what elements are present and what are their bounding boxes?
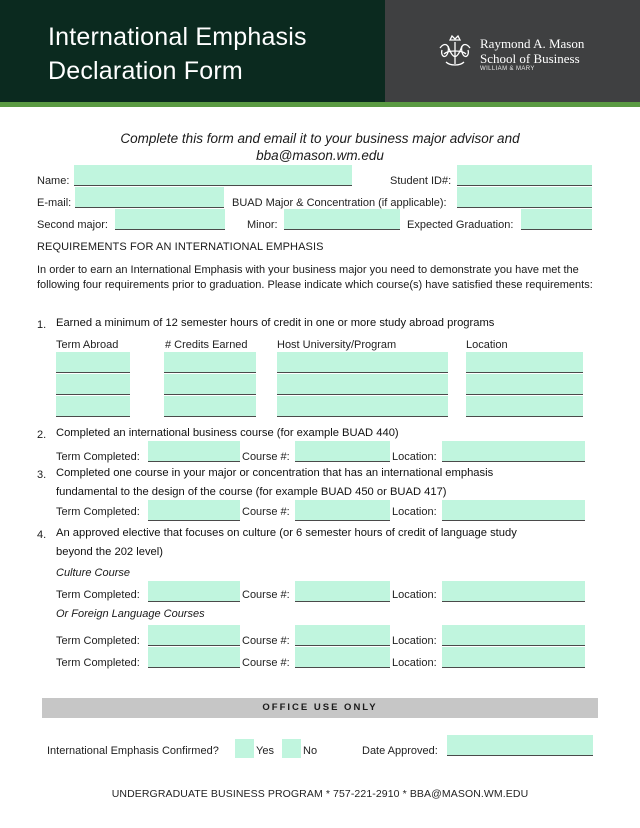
instructions-email: bba@mason.wm.edu [256, 148, 384, 163]
language-1-course-label: Course #: [242, 635, 290, 647]
item-2-course-field[interactable] [295, 441, 390, 462]
location-field-2[interactable] [466, 374, 583, 395]
culture-term-field[interactable] [148, 581, 240, 602]
item-2-course-label: Course #: [242, 451, 290, 463]
item-4-text-line-2: beyond the 202 level) [56, 546, 163, 558]
location-field-3[interactable] [466, 396, 583, 417]
requirements-paragraph: In order to earn an International Emphasis with your business major you need to demonstrate you have met the following four requirements prior to graduation. Please indicate which course(s) have satisfied these requirements: [37, 264, 593, 291]
expected-graduation-label: Expected Graduation: [407, 219, 514, 231]
host-university-field-1[interactable] [277, 352, 448, 373]
column-host-university: Host University/Program [277, 339, 397, 351]
item-3-course-label: Course #: [242, 506, 290, 518]
culture-course-num-label: Course #: [242, 589, 290, 601]
item-1-text: Earned a minimum of 12 semester hours of credit in one or more study abroad programs [56, 317, 495, 329]
language-1-term-label: Term Completed: [56, 635, 140, 647]
confirmed-no-label: No [303, 745, 318, 757]
title-line-2: Declaration Form [48, 57, 243, 85]
student-id-label: Student ID#: [390, 175, 452, 187]
date-approved-field[interactable] [447, 735, 593, 756]
item-2-text: Completed an international business course (for example BUAD 440) [56, 427, 399, 439]
date-approved-label: Date Approved: [362, 745, 438, 757]
item-2-number: 2. [37, 429, 47, 441]
language-1-term-field[interactable] [148, 625, 240, 646]
item-3-text-line-2: fundamental to the design of the course (for example BUAD 450 or BUAD 417) [56, 486, 447, 498]
item-2-location-field[interactable] [442, 441, 585, 462]
requirements-heading: REQUIREMENTS FOR AN INTERNATIONAL EMPHASIS [37, 241, 324, 253]
confirmed-no-checkbox[interactable] [282, 739, 301, 758]
brand-name-line-2: School of Business [480, 51, 580, 66]
second-major-field[interactable] [115, 209, 225, 230]
item-2-term-field[interactable] [148, 441, 240, 462]
second-major-label: Second major: [37, 219, 108, 231]
column-credits-earned: # Credits Earned [165, 339, 248, 351]
culture-course-label: Culture Course [56, 567, 130, 579]
culture-location-label: Location: [392, 589, 437, 601]
item-3-number: 3. [37, 469, 47, 481]
item-2-term-label: Term Completed: [56, 451, 140, 463]
item-3-term-field[interactable] [148, 500, 240, 521]
buad-major-field[interactable] [457, 187, 592, 208]
cypher-crest-icon [436, 34, 474, 68]
language-courses-label: Or Foreign Language Courses [56, 608, 205, 620]
culture-course-num-field[interactable] [295, 581, 390, 602]
language-2-course-label: Course #: [242, 657, 290, 669]
language-2-term-field[interactable] [148, 647, 240, 668]
name-label: Name: [37, 175, 70, 187]
credits-field-3[interactable] [164, 396, 256, 417]
buad-major-label: BUAD Major & Concentration (if applicable): [232, 197, 447, 209]
minor-label: Minor: [247, 219, 278, 231]
name-field[interactable] [74, 165, 352, 186]
item-3-location-label: Location: [392, 506, 437, 518]
form-instructions [60, 130, 580, 164]
title-line-1: International Emphasis [48, 23, 307, 51]
column-term-abroad: Term Abroad [56, 339, 119, 351]
credits-field-1[interactable] [164, 352, 256, 373]
host-university-field-3[interactable] [277, 396, 448, 417]
instructions-line-1: Complete this form and email it to your business major advisor and [120, 131, 520, 146]
item-1-number: 1. [37, 319, 47, 331]
item-3-location-field[interactable] [442, 500, 585, 521]
language-2-location-label: Location: [392, 657, 437, 669]
language-2-term-label: Term Completed: [56, 657, 140, 669]
item-2-location-label: Location: [392, 451, 437, 463]
email-label: E-mail: [37, 197, 72, 209]
item-3-text-line-1: Completed one course in your major or concentration that has an international emphasis [56, 467, 494, 479]
language-2-location-field[interactable] [442, 647, 585, 668]
header-accent-strip [0, 102, 640, 107]
host-university-field-2[interactable] [277, 374, 448, 395]
item-3-course-field[interactable] [295, 500, 390, 521]
term-abroad-field-1[interactable] [56, 352, 130, 373]
item-4-text-line-1: An approved elective that focuses on culture (or 6 semester hours of credit of language study [56, 527, 517, 539]
location-field-1[interactable] [466, 352, 583, 373]
column-location: Location [466, 339, 508, 351]
language-2-course-field[interactable] [295, 647, 390, 668]
page-footer: UNDERGRADUATE BUSINESS PROGRAM * 757-221-2910 * BBA@MASON.WM.EDU [111, 788, 529, 800]
language-1-location-field[interactable] [442, 625, 585, 646]
credits-field-2[interactable] [164, 374, 256, 395]
expected-graduation-field[interactable] [521, 209, 592, 230]
confirmed-yes-label: Yes [256, 745, 274, 757]
minor-field[interactable] [284, 209, 400, 230]
brand-name-line-3: WILLIAM & MARY [480, 66, 535, 72]
confirmed-yes-checkbox[interactable] [235, 739, 254, 758]
language-1-location-label: Location: [392, 635, 437, 647]
item-4-number: 4. [37, 529, 47, 541]
page-title [48, 20, 307, 88]
emphasis-confirmed-label: International Emphasis Confirmed? [47, 745, 219, 757]
item-3-term-label: Term Completed: [56, 506, 140, 518]
term-abroad-field-2[interactable] [56, 374, 130, 395]
culture-term-label: Term Completed: [56, 589, 140, 601]
student-id-field[interactable] [457, 165, 592, 186]
office-use-bar: OFFICE USE ONLY [42, 698, 598, 718]
culture-location-field[interactable] [442, 581, 585, 602]
term-abroad-field-3[interactable] [56, 396, 130, 417]
brand-name-line-1: Raymond A. Mason [480, 36, 585, 51]
email-field[interactable] [75, 187, 224, 208]
language-1-course-field[interactable] [295, 625, 390, 646]
